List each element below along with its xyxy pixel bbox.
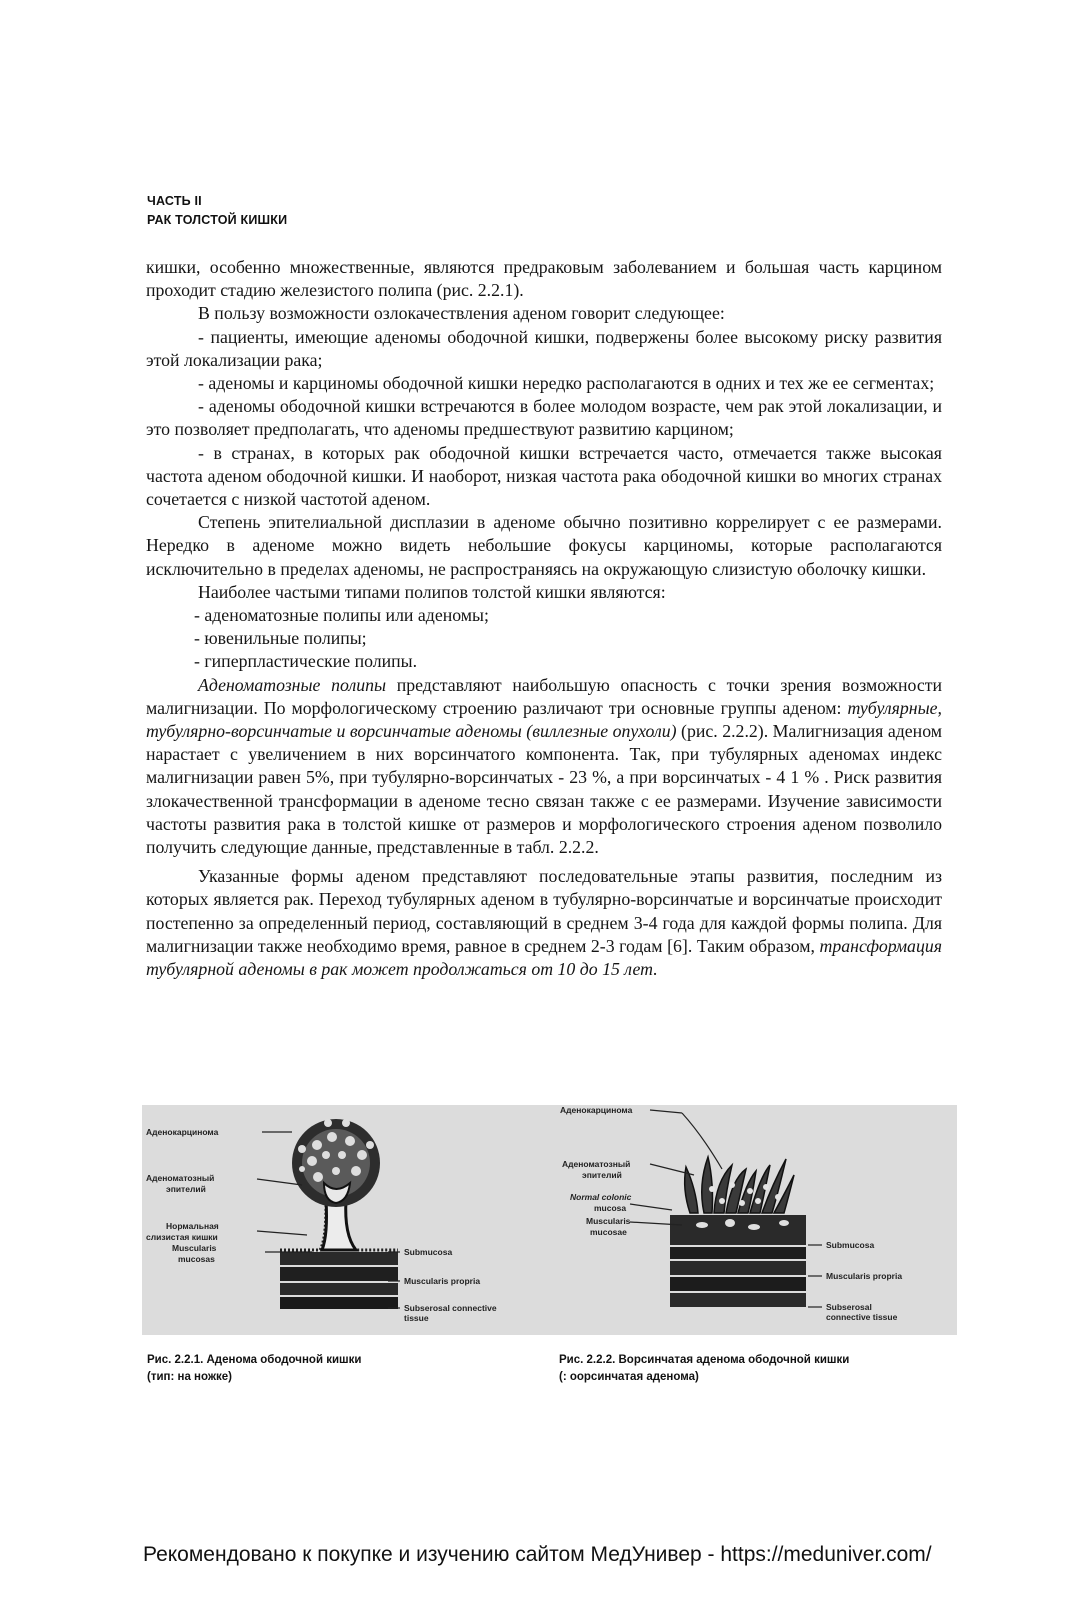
left-label-muscularis-propria: Muscularis propria xyxy=(404,1276,481,1286)
left-label-muscularis-2: mucosas xyxy=(178,1254,215,1264)
right-diagram xyxy=(560,1105,902,1322)
figure-caption-1 xyxy=(147,1352,361,1386)
paragraph-6-part-a: Указанные формы аденом представляют последовательные этапы развития, последним из которых является рак. Переход тубулярных аденом в тубулярно-ворсинчатые и ворсинчатые происходит постепенно за определенный период, составляющий в среднем 3-4 года для каждой формы полипа. Для малигнизации также необходимо время, равное в среднем 2-3 годам [6]. Таким образом, xyxy=(146,866,942,956)
left-label-adenoma-epi-2: эпителий xyxy=(166,1184,206,1194)
caption-1-line-2: (тип: на ножке) xyxy=(147,1371,232,1383)
paragraph-4: Наиболее частыми типами полипов толстой кишки являются: xyxy=(198,581,666,602)
caption-1-line-1: Рис. 2.2.1. Аденома ободочной кишки xyxy=(147,1354,362,1366)
figure-svg xyxy=(142,1105,957,1335)
left-label-submucosa: Submucosa xyxy=(404,1247,453,1257)
bullet-4: - в странах, в которых рак ободочной кишки встречается часто, отмечается также высокая частота аденом ободочной кишки. И наоборот, низкая частота рака ободочной кишки во многих странах сочетается с низкой частотой аденом. xyxy=(146,442,942,510)
left-diagram xyxy=(146,1119,497,1323)
caption-2-line-1: Рис. 2.2.2. Ворсинчатая аденома ободочной кишки xyxy=(559,1354,850,1366)
bullet-1: - пациенты, имеющие аденомы ободочной кишки, подвержены более высокому риску развития этой локализации рака; xyxy=(146,326,942,370)
paragraph-5-part-d: (рис. 2.2.2). Малигнизация аденом нарастает с увеличением в них ворсинчатого компонента. Так, при тубулярных аденомах индекс малигнизации равен 5%, при тубулярно-ворсинчатых - 23 %, а при ворсинчатых - 4 1 % . Риск развития злокачественной трансформации в аденоме тесно связан также с ее размерами. Изучение зависимости частоты развития рака в толстой кишке от размеров и морфологического строения аденом позволило получить следующие данные, представленные в табл. 2.2.2. xyxy=(146,721,942,858)
header-part: ЧАСТЬ II xyxy=(147,194,202,208)
list-item-2: - ювенильные полипы; xyxy=(194,628,367,649)
right-label-muscularis-2: mucosae xyxy=(590,1227,627,1237)
left-label-subserosal-2: tissue xyxy=(404,1313,429,1323)
left-label-subserosal-1: Subserosal connective xyxy=(404,1303,497,1313)
paragraph-5 xyxy=(146,674,942,860)
caption-2-line-2: (: оорсинчатая аденома) xyxy=(559,1371,699,1383)
right-label-subserosal-2: connective tissue xyxy=(826,1312,898,1322)
left-label-muscularis-1: Muscularis xyxy=(172,1243,217,1253)
paragraph-2: В пользу возможности озлокачествления аденом говорит следующее: xyxy=(198,303,725,324)
term-adenomatous-polyps: Аденоматозные полипы xyxy=(198,674,387,695)
left-label-normal-mucosa-2: слизистая кишки xyxy=(146,1232,218,1242)
conclusion-emphasis: трансформация тубулярной аденомы в рак может продолжаться от 10 до 15 лет. xyxy=(146,935,942,980)
footer-recommendation: Рекомендовано к покупке и изучению сайтом МедУнивер - https://meduniver.com/ xyxy=(143,1543,932,1566)
right-label-muscularis-1: Muscularis xyxy=(586,1216,631,1226)
header-title: РАК ТОЛСТОЙ КИШКИ xyxy=(147,213,288,227)
right-label-normal-colonic-2: mucosa xyxy=(594,1203,627,1213)
right-label-adenoma-epi-1: Аденоматозный xyxy=(562,1159,631,1169)
list-item-1: - аденоматозные полипы или аденомы; xyxy=(194,605,489,626)
list-item-3: - гиперпластические полипы. xyxy=(194,651,418,672)
term-adenoma-types: тубулярные, тубулярно-ворсинчатые и ворсинчатые аденомы (виллезные опухоли) xyxy=(146,697,942,742)
left-label-normal-mucosa-1: Нормальная xyxy=(166,1221,219,1231)
right-label-normal-colonic-1: Normal colonic xyxy=(570,1192,632,1202)
bullet-3: - аденомы ободочной кишки встречаются в более молодом возрасте, чем рак этой локализации, и это позволяет предполагать, что аденомы предшествуют развитию карцином; xyxy=(146,396,942,440)
running-header xyxy=(147,192,287,230)
right-label-adenocarcinoma: Аденокарцинома xyxy=(560,1105,633,1115)
body-text xyxy=(146,256,942,981)
paragraph-1: кишки, особенно множественные, являются предраковым заболеванием и большая часть карцином проходит стадию железистого полипа (рис. 2.2.1). xyxy=(146,257,942,301)
paragraph-5-part-b: представляют наибольшую опасность с точки зрения возможности малигнизации. По морфологическому строению различают три основные группы аденом: xyxy=(146,674,942,718)
right-label-submucosa: Submucosa xyxy=(826,1240,875,1250)
bullet-2: - аденомы и карциномы ободочной кишки нередко располагаются в одних и тех же ее сегментах; xyxy=(198,373,935,394)
figure-caption-2 xyxy=(559,1352,849,1386)
right-label-adenoma-epi-2: эпителий xyxy=(582,1170,622,1180)
paragraph-3: Степень эпителиальной дисплазии в аденоме обычно позитивно коррелирует с ее размерами. Нередко в аденоме можно видеть небольшие фокусы карциномы, которые располагаются исключительно в пределах аденомы, не распространяясь на окружающую слизистую оболочку кишки. xyxy=(146,512,942,579)
left-label-adenocarcinoma: Аденокарцинома xyxy=(146,1127,219,1137)
figure-adenoma-illustrations xyxy=(142,1105,957,1335)
right-label-muscularis-propria: Muscularis propria xyxy=(826,1271,903,1281)
paragraph-6 xyxy=(146,865,942,981)
right-label-subserosal-1: Subserosal xyxy=(826,1302,872,1312)
left-label-adenoma-epi-1: Аденоматозный xyxy=(146,1173,215,1183)
